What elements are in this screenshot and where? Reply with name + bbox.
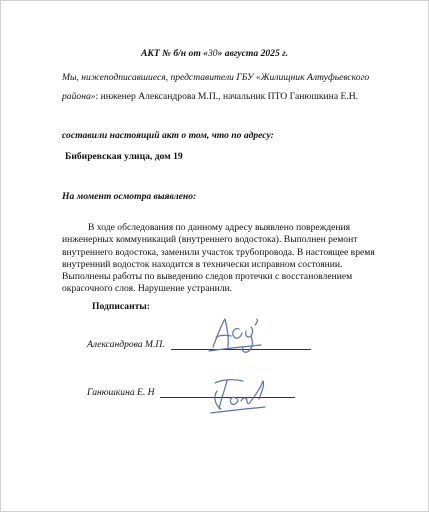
title-day: 30 [207,48,218,59]
intro-line-2 [62,91,358,103]
signer-1-name: Александрова М.П. [87,339,165,350]
body-line: внутренний водосток находится в технически исправном состоянии. [62,258,343,270]
body-line: инженерных коммуникаций (внутреннего водостока). Выполнен ремонт [62,234,358,246]
title-suffix: » августа 2025 г. [217,48,288,59]
title-prefix: АКТ № б/н от « [141,48,208,59]
intro-line-2-italic: района» [62,91,96,102]
signature-1-image [201,311,271,356]
body-line: В ходе обследования по данному адресу выявлено повреждения [88,222,351,233]
intro-line-1: Мы, нижеподписавшиеся, представители ГБУ «Жилищник Алтуфьевского [62,72,370,83]
signature-2-image [201,369,273,417]
found-heading: На момент осмотра выявлено: [62,191,197,202]
body-line: внутреннего водостока, заменили участок трубопровода. В настоящее время [62,246,375,258]
signatories-heading: Подписанты: [92,301,150,312]
body-line: окрасочного слоя. Нарушение устранили. [62,283,233,295]
intro-line-2-rest: : инженер Александрова М.П., начальник ПТО Ганюшкина Е.Н. [95,91,359,102]
composed-line: составили настоящий акт о том, что по адресу: [62,130,274,141]
act-title [1,48,428,60]
body-paragraph [62,222,382,296]
address: Бибиревская улица, дом 19 [65,151,183,162]
signer-2-name: Ганюшкина Е. Н [87,387,155,398]
body-line: Выполнены работы по выведению следов протечки с восстановлением [62,271,353,283]
